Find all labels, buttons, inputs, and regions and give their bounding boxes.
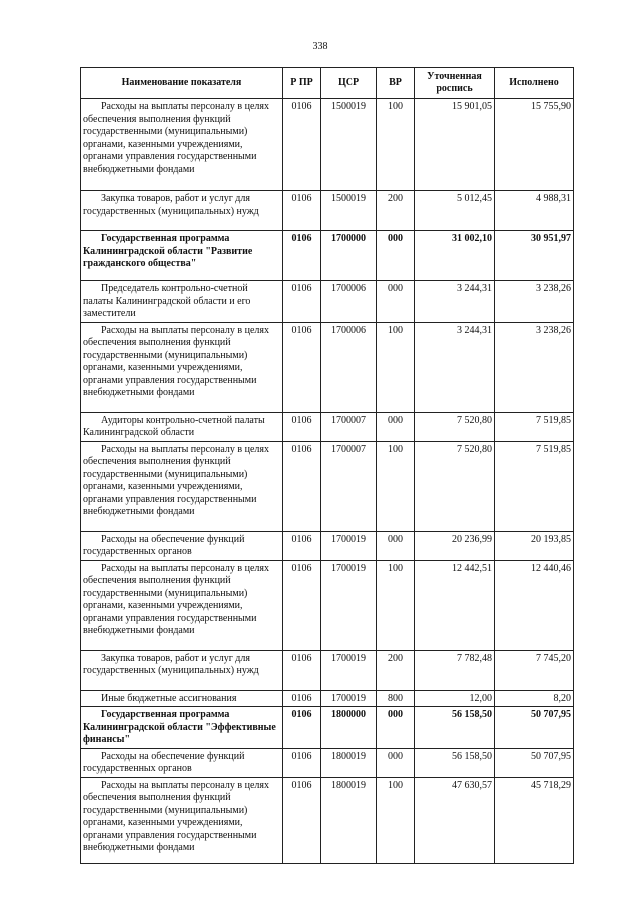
- row-rpr-cell: 0106: [283, 231, 321, 281]
- row-rpr-cell: 0106: [283, 690, 321, 707]
- row-csr-cell: 1700019: [321, 690, 377, 707]
- row-rpr-cell: 0106: [283, 441, 321, 531]
- row-name-cell: Расходы на выплаты персоналу в целях обеспечения выполнения функций государственными (муниципальными) органами, казенными учреждениями, органами управления государственными внебюджетными фондами: [81, 441, 283, 531]
- row-rpr-cell: 0106: [283, 322, 321, 412]
- table-row: [81, 707, 574, 749]
- row-done-cell: 3 238,26: [495, 281, 574, 323]
- row-plan-cell: 5 012,45: [415, 191, 495, 231]
- row-done-cell: 20 193,85: [495, 531, 574, 560]
- row-done-cell: 50 707,95: [495, 748, 574, 777]
- row-plan-cell: 7 520,80: [415, 412, 495, 441]
- row-rpr-cell: 0106: [283, 707, 321, 749]
- row-done-cell: 7 745,20: [495, 650, 574, 690]
- table-row: [81, 560, 574, 650]
- row-vr-cell: 800: [377, 690, 415, 707]
- row-vr-cell: 100: [377, 99, 415, 191]
- row-csr-cell: 1800019: [321, 777, 377, 863]
- row-name-cell: Закупка товаров, работ и услуг для государственных (муниципальных) нужд: [81, 191, 283, 231]
- col-header-name: Наименование показателя: [81, 68, 283, 99]
- table-row: [81, 191, 574, 231]
- row-vr-cell: 000: [377, 281, 415, 323]
- col-header-plan: Уточненная роспись: [415, 68, 495, 99]
- row-name-cell: Расходы на выплаты персоналу в целях обеспечения выполнения функций государственными (муниципальными) органами, казенными учреждениями, органами управления государственными внебюджетными фондами: [81, 99, 283, 191]
- row-name-cell: Расходы на выплаты персоналу в целях обеспечения выполнения функций государственными (муниципальными) органами, казенными учреждениями, органами управления государственными внебюджетными фондами: [81, 560, 283, 650]
- row-rpr-cell: 0106: [283, 777, 321, 863]
- col-header-rpr: Р ПР: [283, 68, 321, 99]
- row-done-cell: 45 718,29: [495, 777, 574, 863]
- row-done-cell: 50 707,95: [495, 707, 574, 749]
- row-csr-cell: 1700019: [321, 531, 377, 560]
- page-number: 338: [312, 41, 328, 52]
- row-vr-cell: 200: [377, 191, 415, 231]
- table-row: [81, 650, 574, 690]
- row-rpr-cell: 0106: [283, 560, 321, 650]
- row-rpr-cell: 0106: [283, 99, 321, 191]
- row-rpr-cell: 0106: [283, 748, 321, 777]
- row-vr-cell: 000: [377, 231, 415, 281]
- row-vr-cell: 000: [377, 707, 415, 749]
- table-header-row: [81, 68, 574, 99]
- row-csr-cell: 1500019: [321, 99, 377, 191]
- row-done-cell: 7 519,85: [495, 441, 574, 531]
- row-name-cell: Председатель контрольно-счетной палаты Калининградской области и его заместители: [81, 281, 283, 323]
- row-done-cell: 12 440,46: [495, 560, 574, 650]
- row-csr-cell: 1700019: [321, 560, 377, 650]
- table-row: [81, 412, 574, 441]
- row-csr-cell: 1700007: [321, 441, 377, 531]
- table-row: [81, 690, 574, 707]
- row-vr-cell: 000: [377, 531, 415, 560]
- table-row: [81, 777, 574, 863]
- row-plan-cell: 56 158,50: [415, 707, 495, 749]
- table-row: [81, 231, 574, 281]
- row-done-cell: 15 755,90: [495, 99, 574, 191]
- table-row: [81, 281, 574, 323]
- row-done-cell: 4 988,31: [495, 191, 574, 231]
- row-plan-cell: 47 630,57: [415, 777, 495, 863]
- row-vr-cell: 100: [377, 560, 415, 650]
- row-plan-cell: 20 236,99: [415, 531, 495, 560]
- row-rpr-cell: 0106: [283, 650, 321, 690]
- row-name-cell: Расходы на выплаты персоналу в целях обеспечения выполнения функций государственными (муниципальными) органами, казенными учреждениями, органами управления государственными внебюджетными фондами: [81, 777, 283, 863]
- row-done-cell: 7 519,85: [495, 412, 574, 441]
- row-plan-cell: 3 244,31: [415, 281, 495, 323]
- row-name-cell: Государственная программа Калининградской области "Развитие гражданского общества": [81, 231, 283, 281]
- row-rpr-cell: 0106: [283, 531, 321, 560]
- row-vr-cell: 100: [377, 441, 415, 531]
- row-vr-cell: 000: [377, 412, 415, 441]
- row-csr-cell: 1800000: [321, 707, 377, 749]
- row-plan-cell: 56 158,50: [415, 748, 495, 777]
- row-name-cell: Расходы на выплаты персоналу в целях обеспечения выполнения функций государственными (муниципальными) органами, казенными учреждениями, органами управления государственными внебюджетными фондами: [81, 322, 283, 412]
- row-done-cell: 8,20: [495, 690, 574, 707]
- col-header-done: Исполнено: [495, 68, 574, 99]
- row-csr-cell: 1700007: [321, 412, 377, 441]
- row-name-cell: Иные бюджетные ассигнования: [81, 690, 283, 707]
- row-csr-cell: 1800019: [321, 748, 377, 777]
- row-rpr-cell: 0106: [283, 191, 321, 231]
- row-plan-cell: 31 002,10: [415, 231, 495, 281]
- table-row: [81, 748, 574, 777]
- table-row: [81, 441, 574, 531]
- row-name-cell: Закупка товаров, работ и услуг для государственных (муниципальных) нужд: [81, 650, 283, 690]
- col-header-vr: ВР: [377, 68, 415, 99]
- row-vr-cell: 100: [377, 777, 415, 863]
- row-csr-cell: 1500019: [321, 191, 377, 231]
- row-vr-cell: 200: [377, 650, 415, 690]
- row-rpr-cell: 0106: [283, 412, 321, 441]
- row-plan-cell: 3 244,31: [415, 322, 495, 412]
- row-plan-cell: 7 520,80: [415, 441, 495, 531]
- row-csr-cell: 1700006: [321, 322, 377, 412]
- table-row: [81, 531, 574, 560]
- row-done-cell: 3 238,26: [495, 322, 574, 412]
- row-plan-cell: 12 442,51: [415, 560, 495, 650]
- row-rpr-cell: 0106: [283, 281, 321, 323]
- row-plan-cell: 12,00: [415, 690, 495, 707]
- row-csr-cell: 1700006: [321, 281, 377, 323]
- row-name-cell: Расходы на обеспечение функций государственных органов: [81, 748, 283, 777]
- budget-table: [80, 67, 574, 864]
- row-csr-cell: 1700000: [321, 231, 377, 281]
- table-row: [81, 99, 574, 191]
- row-name-cell: Государственная программа Калининградской области "Эффективные финансы": [81, 707, 283, 749]
- row-plan-cell: 15 901,05: [415, 99, 495, 191]
- row-vr-cell: 100: [377, 322, 415, 412]
- row-name-cell: Расходы на обеспечение функций государственных органов: [81, 531, 283, 560]
- row-csr-cell: 1700019: [321, 650, 377, 690]
- row-vr-cell: 000: [377, 748, 415, 777]
- row-plan-cell: 7 782,48: [415, 650, 495, 690]
- col-header-csr: ЦСР: [321, 68, 377, 99]
- table-row: [81, 322, 574, 412]
- row-done-cell: 30 951,97: [495, 231, 574, 281]
- row-name-cell: Аудиторы контрольно-счетной палаты Калининградской области: [81, 412, 283, 441]
